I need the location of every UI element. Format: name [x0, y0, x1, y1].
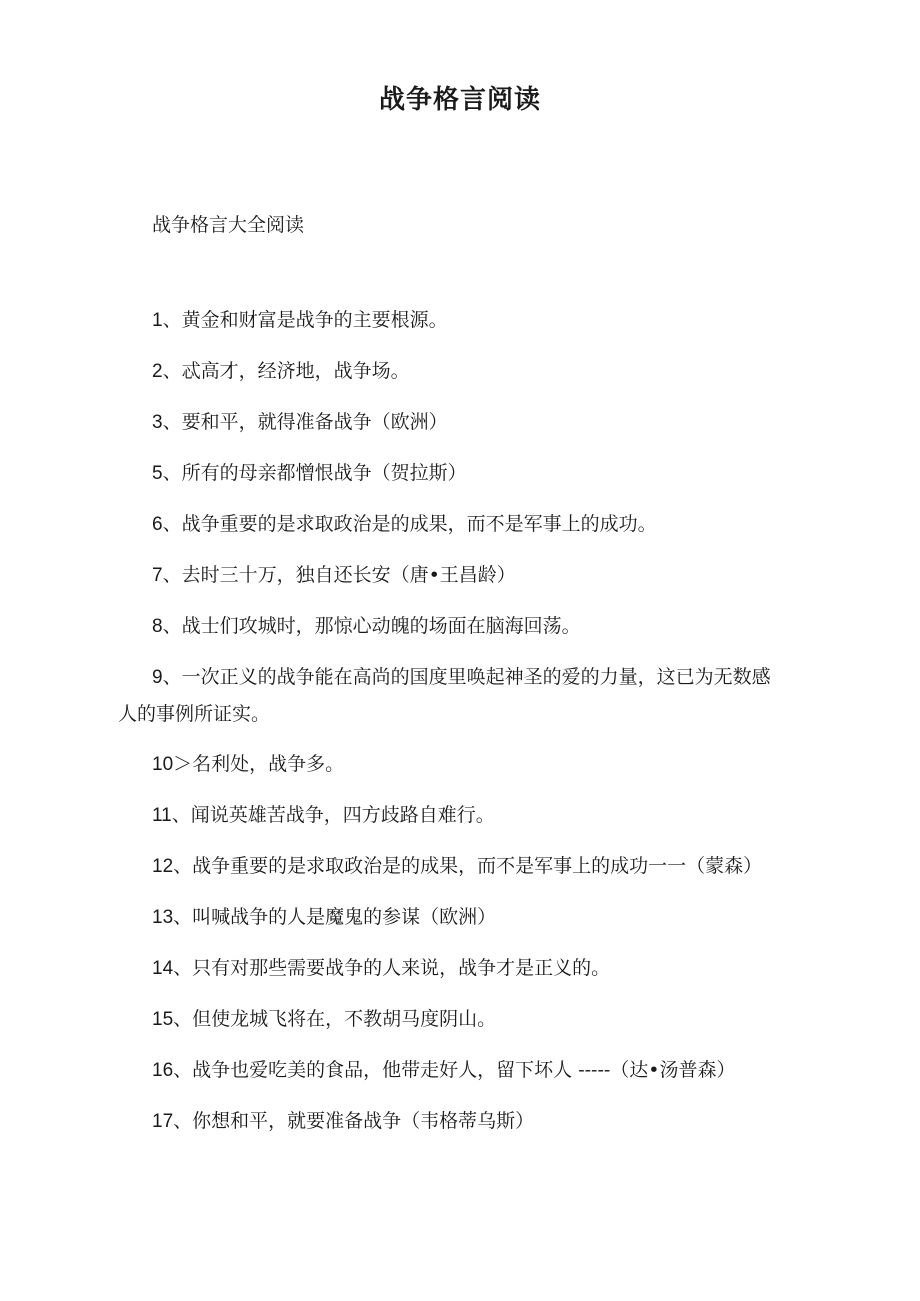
quote-number: 9 — [152, 667, 163, 688]
quote-item — [118, 1001, 780, 1038]
quote-separator: 、 — [162, 615, 182, 637]
quote-number: 11 — [152, 805, 172, 826]
quote-number: 12 — [152, 856, 174, 877]
quote-number: 3 — [152, 412, 163, 433]
quote-separator: 、 — [173, 1110, 193, 1132]
quote-text: 所有的母亲都憎恨战争（贺拉斯） — [181, 462, 467, 484]
quote-item — [118, 659, 780, 732]
quote-separator: 、 — [173, 1008, 193, 1030]
quote-separator: 、 — [162, 513, 182, 535]
quote-number: 6 — [152, 514, 163, 535]
quote-text: 只有对那些需要战争的人来说，战争才是正义的。 — [192, 957, 611, 979]
quote-separator: 、 — [171, 804, 191, 826]
section-heading: 战争格言大全阅读 — [152, 214, 305, 236]
quote-text: 战争重要的是求取政治是的成果，而不是军事上的成功。 — [181, 513, 657, 535]
quote-separator: 、 — [173, 1059, 193, 1081]
quote-text: 闻说英雄苦战争，四方歧路自难行。 — [190, 804, 495, 826]
quote-item — [118, 353, 780, 390]
quote-text: 黄金和财富是战争的主要根源。 — [181, 309, 448, 331]
quote-item — [118, 404, 780, 441]
quote-text: 叫喊战争的人是魔鬼的参谋（欧洲） — [192, 906, 497, 928]
quote-separator: 、 — [173, 906, 193, 928]
quote-text: 一次正义的战争能在高尚的国度里唤起神圣的爱的力量，这已为无数感人的事例所证实。 — [118, 666, 771, 725]
quote-number: 14 — [152, 958, 174, 979]
quote-separator: 、 — [162, 462, 182, 484]
quote-number: 5 — [152, 463, 163, 484]
quote-item — [118, 950, 780, 987]
quote-text: 战争也爱吃美的食品，他带走好人，留下坏人 -----（达•汤普森） — [192, 1059, 736, 1081]
quote-item — [118, 302, 780, 339]
quote-text: 你想和平，就要准备战争（韦格蒂乌斯） — [192, 1110, 535, 1132]
quote-item — [118, 1103, 780, 1140]
quote-number: 15 — [152, 1009, 174, 1030]
quote-separator: ＞ — [173, 753, 193, 775]
quote-item — [118, 848, 780, 885]
quote-separator: 、 — [162, 411, 182, 433]
quote-number: 10 — [152, 754, 174, 775]
quote-number: 7 — [152, 565, 163, 586]
quote-item — [118, 506, 780, 543]
quote-text: 要和平，就得准备战争（欧洲） — [181, 411, 448, 433]
quote-separator: 、 — [162, 309, 182, 331]
quote-list — [118, 302, 780, 1154]
quote-item — [118, 557, 780, 594]
quote-separator: 、 — [173, 957, 193, 979]
quote-number: 13 — [152, 907, 174, 928]
page-title: 战争格言阅读 — [378, 85, 541, 115]
quote-text: 战争重要的是求取政治是的成果，而不是军事上的成功一一（蒙森） — [192, 855, 763, 877]
quote-number: 16 — [152, 1060, 174, 1081]
quote-number: 2 — [152, 361, 163, 382]
quote-separator: 、 — [162, 360, 182, 382]
quote-separator: 、 — [173, 855, 193, 877]
quote-number: 1 — [152, 310, 163, 331]
quote-item — [118, 797, 780, 834]
quote-separator: 、 — [162, 666, 182, 688]
quote-item — [118, 899, 780, 936]
quote-text: 名利处，战争多。 — [192, 753, 345, 775]
quote-number: 8 — [152, 616, 163, 637]
quote-text: 忒高才，经济地，战争场。 — [181, 360, 410, 382]
quote-text: 去时三十万，独自还长安（唐•王昌龄） — [181, 564, 516, 586]
quote-text: 战士们攻城时，那惊心动魄的场面在脑海回荡。 — [181, 615, 581, 637]
quote-separator: 、 — [162, 564, 182, 586]
quote-item — [118, 608, 780, 645]
quote-item — [118, 746, 780, 783]
quote-item — [118, 1052, 780, 1089]
quote-text: 但使龙城飞将在，不教胡马度阴山。 — [192, 1008, 497, 1030]
quote-number: 17 — [152, 1111, 174, 1132]
quote-item — [118, 455, 780, 492]
